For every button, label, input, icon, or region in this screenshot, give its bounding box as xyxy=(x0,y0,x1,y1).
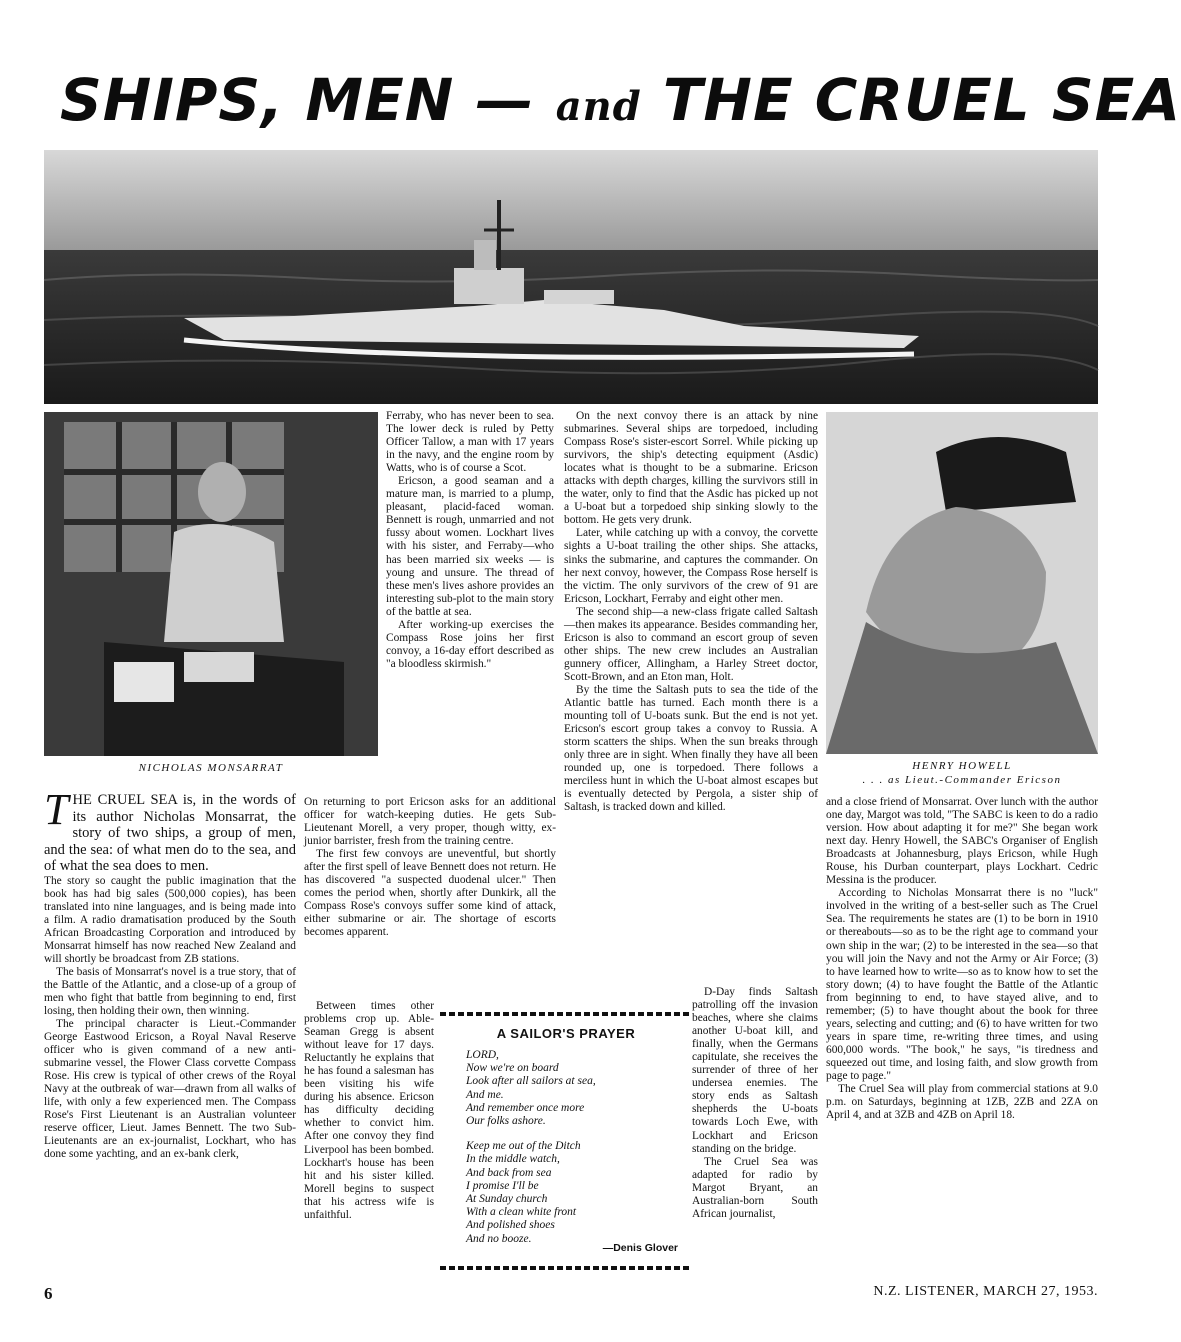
prayer-line: Look after all sailors at sea, xyxy=(466,1075,596,1088)
prayer-line: And no booze. xyxy=(466,1232,532,1245)
col2-p1: Ferraby, who has never been to sea. The lower deck is ruled by Petty Officer Tallow, a man with 17 years in the navy, and the engine room by Watts, who is of course a Scot. xyxy=(386,410,554,475)
masthead-date: N.Z. LISTENER, MARCH 27, 1953. xyxy=(873,1284,1098,1299)
prayer-line: I promise I'll be xyxy=(466,1179,539,1192)
ship-photo xyxy=(44,150,1098,404)
sailors-prayer-box xyxy=(440,1012,692,1270)
column-4 xyxy=(826,796,1098,1280)
headline-part1: SHIPS, MEN — xyxy=(60,66,535,134)
col4-p1: and a close friend of Monsarrat. Over lunch with the author one day, Margot was told, "The SABC is keen to do a radio version. How about adapting it for me?" She began work next day. Henry Howell, the SABC's Organiser of English Broadcasts at Johannesburg, plays Ericson, while Hugh Rouse, his Durban counterpart, plays Lockhart. Cedric Messina is the producer. xyxy=(826,796,1098,887)
prayer-stanza-1 xyxy=(466,1049,692,1128)
prayer-line: LORD, xyxy=(466,1049,499,1061)
prayer-line: With a clean white front xyxy=(466,1206,577,1219)
prayer-author: —Denis Glover xyxy=(602,1242,678,1254)
col4-p2: According to Nicholas Monsarrat there is no "luck" involved in the writing of a best-seller such as The Cruel Sea. The requirements he states are (1) to be born in 1910 or thereabouts—so as to be the right age to command your own ship in the war; (2) to be interested in the sea—so that you will join the Navy and not the Army or Air Force; (3) to have learned how to write—so as to know how to set the story down; (4) to have fought the Battle of the Atlantic from beginning to end, to have stayed alive, and to remember; (5) to have thought about the book for three years, selecting and cutting; and (6) to have written for two years in spare time, re-writing three times, and using 600,000 words. "The book," he says, "is tiredness and squeezed out time, and losing faith, and slow growth from page to page." xyxy=(826,887,1098,1082)
col3-p2: Later, while catching up with a convoy, the corvette sights a U-boat trailing the other ships. She attacks, sinks the submarine, and captures the commander. On her next convoy, however, the Compass Rose herself is the victim. The only survivors of the crew of 91 are Ericson, Lockhart, Ferraby and eight other men. xyxy=(564,527,818,605)
col2-p6: Between times other problems crop up. Able-Seaman Gregg is absent without leave for 17 days. Reluctantly he explains that he has found a salesman has been visiting his wife during his absence. Ericson has difficulty deciding whether to convict him. After one convoy they find Liverpool has been bombed. Lockhart's house has been hit and his sister killed. Morell begins to suspect that his actress wife is unfaithful. xyxy=(304,1000,434,1221)
howell-photo xyxy=(826,412,1098,754)
col4-p3: The Cruel Sea will play from commercial stations at 9.0 p.m. on Saturdays, beginning at 1ZB, 2ZB and 2ZA on April 4, and at 3ZB and 4ZB on April 18. xyxy=(826,1083,1098,1122)
prayer-top-rule xyxy=(440,1012,692,1016)
prayer-line: Now we're on board xyxy=(466,1062,559,1075)
col3-p6: The Cruel Sea was adapted for radio by Margot Bryant, an Australian-born South African journalist, xyxy=(692,1155,818,1220)
column-1 xyxy=(44,785,296,1277)
column-3 xyxy=(564,410,818,986)
howell-photo-image xyxy=(826,412,1098,754)
prayer-line: At Sunday church xyxy=(466,1193,548,1206)
prayer-line: Keep me out of the Ditch xyxy=(466,1140,581,1153)
drop-cap: T xyxy=(44,785,69,834)
column-2-upper xyxy=(386,410,554,794)
prayer-line: And remember once more xyxy=(466,1101,585,1114)
lead-text: HE CRUEL SEA is, in the words of its author Nicholas Monsarrat, the story of two ships, a group of men, and the sea: of what men do to the sea, and of what the sea does to men. xyxy=(44,792,296,874)
column-3-bottom xyxy=(692,986,818,1278)
monsarrat-caption: NICHOLAS MONSARRAT xyxy=(138,762,284,774)
prayer-line: In the middle watch, xyxy=(466,1153,560,1166)
col2-p2: Ericson, a good seaman and a mature man, is married to a plump, pleasant, placid-faced woman. Bennett is rough, unmarried and not fussy about women. Lockhart lives with his sister, and Ferraby—who has been married six weeks — is young and unsure. The thread of these men's lives ashore provides an interesting sub-plot to the main story of the battle at sea. xyxy=(386,475,554,618)
headline xyxy=(60,62,1181,138)
col3-p5: D-Day finds Saltash patrolling off the invasion beaches, where she claims another U-boat kill, and finally, when the Germans capitulate, she receives the surrender of three of her undersea enemies. The story ends as Saltash shepherds the U-boats towards Loch Ewe, with Lockhart and Ericson standing on the bridge. xyxy=(692,986,818,1155)
howell-caption-name: HENRY HOWELL xyxy=(912,760,1012,772)
col1-p2: The basis of Monsarrat's novel is a true story, that of the Battle of the Atlantic, and a close-up of a group of men who fight that battle from beginning to end, first losing, then holding their own, then winning. xyxy=(44,965,296,1017)
monsarrat-photo xyxy=(44,412,378,756)
prayer-line: And polished shoes xyxy=(466,1219,555,1232)
col3-p4: By the time the Saltash puts to sea the tide of the Atlantic battle has turned. Each month there is a mounting toll of U-boats sunk. But the end is not yet. Ericson's escort group takes a convoy to Russia. A storm scatters the ships. When the sun breaks through only three are in sight. When finally they have all been rounded up, one is torpedoed. There follows a merciless hunt in which the U-boat almost escapes but is eventually detected by Pergola, a sister ship of Saltash, is tracked down and killed. xyxy=(564,683,818,814)
col2-p5: The first few convoys are uneventful, but shortly after the first spell of leave Bennett does not return. He has discovered "a suspected duodenal ulcer." Then comes the period when, shortly after Dunkirk, all the Compass Rose's convoys suffer some kind of attack, either submarine or air. The shortage of escorts becomes apparent. xyxy=(304,848,556,939)
col1-p1: The story so caught the public imagination that the book has had big sales (500,000 copies), has been translated into nine languages, and is being made into a film. A radio dramatisation produced by the South African Broadcasting Corporation and introduced by Monsarrat himself has now reached New Zealand and will shortly be broadcast from ZB stations. xyxy=(44,874,296,965)
monsarrat-photo-image xyxy=(44,412,378,756)
col3-p1: On the next convoy there is an attack by nine submarines. Several ships are torpedoed, including Compass Rose's sister-escort Sorrel. While picking up survivors, the ship's detecting equipment (Asdic) locates what is thought to be a submarine. Ericson attacks with depth charges, killing the survivors still in the water, only to find that the Asdic has picked up not a U-boat but a torpedoed ship sinking slowly to the bottom. He gets very drunk. xyxy=(564,410,818,527)
prayer-bottom-rule xyxy=(440,1266,692,1270)
headline-part3: THE CRUEL SEA xyxy=(662,66,1181,134)
lead-paragraph xyxy=(44,785,296,875)
headline-and: and xyxy=(555,83,642,130)
column-2-bottom xyxy=(304,1000,434,1278)
prayer-line: Our folks ashore. xyxy=(466,1115,546,1128)
prayer-lines xyxy=(440,1049,692,1246)
col2-p3: After working-up exercises the Compass Rose joins her first convoy, a 16-day effort described as "a bloodless skirmish." xyxy=(386,618,554,670)
col1-p3: The principal character is Lieut.-Commander George Eastwood Ericson, a Royal Naval Reserve officer who is given command of a new anti-submarine vessel, the Flower Class corvette Compass Rose. His crew is typical of other crews of the Royal Navy at the outbreak of war—drawn from all walks of life, with only a few experienced men. The Compass Rose's First Lieutenant is an Australian volunteer reserve officer, Lieut. James Bennett. The two Sub-Lieutenants are an ex-journalist, Lockhart, who has done some yachting, and an ex-bank clerk, xyxy=(44,1018,296,1161)
ship-photo-image xyxy=(44,150,1098,404)
howell-caption-role: . . . as Lieut.-Commander Ericson xyxy=(862,774,1062,786)
prayer-stanza-2 xyxy=(466,1140,692,1246)
prayer-line: And back from sea xyxy=(466,1166,552,1179)
col3-p3: The second ship—a new-class frigate called Saltash—then makes its appearance. Besides commanding her, Ericson is also to command an escort group of seven other ships. The new crew includes an Australian gunnery officer, Allingham, a Harley Street doctor, Scott-Brown, and an Eton man, Holt. xyxy=(564,605,818,683)
prayer-line: And me. xyxy=(466,1088,504,1101)
col2-p4: On returning to port Ericson asks for an additional officer for watch-keeping duties. He gets Sub-Lieutenant Morell, a very proper, though witty, ex-junior barrister, fresh from the training centre. xyxy=(304,796,556,848)
prayer-title: A SAILOR'S PRAYER xyxy=(496,1026,636,1041)
page-number: 6 xyxy=(44,1284,53,1303)
column-2-lower xyxy=(304,796,556,996)
